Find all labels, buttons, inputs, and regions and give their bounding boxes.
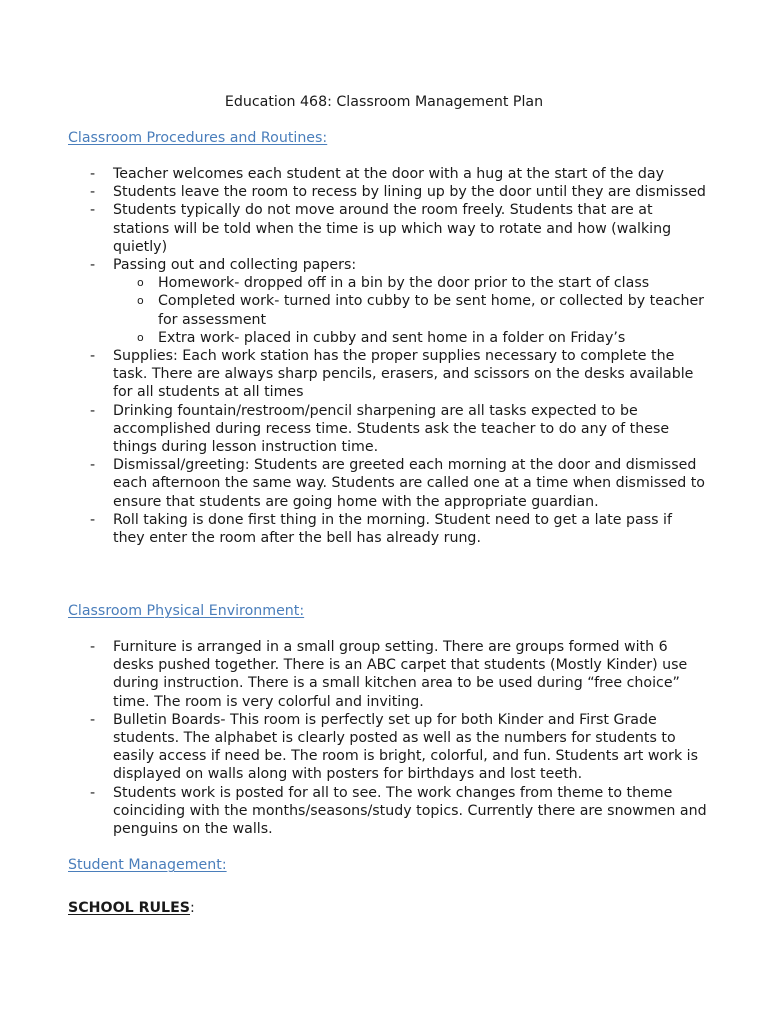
- dash-marker: -: [90, 711, 96, 728]
- school-rules-colon: :: [190, 900, 195, 916]
- circle-bullet-icon: o: [137, 276, 144, 290]
- list-item-text: Teacher welcomes each student at the door with a hug at the start of the day: [113, 166, 664, 182]
- list-item-text: Dismissal/greeting: Students are greeted each morning at the door and dismissed each afternoon the same way. Students are called one at a time when dismissed to ensure that students are going home with the appropriate guardian.: [113, 457, 705, 510]
- heading-procedures: Classroom Procedures and Routines:: [68, 130, 328, 146]
- list-item-text: Passing out and collecting papers:: [113, 257, 357, 274]
- sub-list-item-text: Completed work- turned into cubby to be sent home, or collected by teacher for assessment: [158, 293, 705, 328]
- heading-environment: Classroom Physical Environment:: [68, 603, 305, 619]
- dash-marker: -: [90, 457, 96, 474]
- list-item: [68, 456, 708, 511]
- dash-marker: -: [90, 202, 96, 219]
- list-item: [68, 183, 708, 201]
- circle-bullet-icon: o: [137, 330, 144, 344]
- dash-marker: -: [90, 639, 96, 655]
- list-item: [68, 784, 708, 839]
- procedures-list: [68, 165, 708, 547]
- dash-marker: -: [90, 348, 96, 365]
- sub-list: [113, 274, 708, 347]
- list-item: [68, 711, 708, 784]
- sub-list-item-text: Extra work- placed in cubby and sent home in a folder on Friday’s: [158, 329, 626, 346]
- sub-list-item: [113, 274, 708, 292]
- list-item-text: Students leave the room to recess by lining up by the door until they are dismissed: [113, 184, 706, 201]
- school-rules-label: SCHOOL RULES: [68, 900, 191, 916]
- dash-marker: -: [90, 511, 96, 528]
- list-item-text: Supplies: Each work station has the proper supplies necessary to complete the task. There are always sharp pencils, erasers, and scissors on the desks available for all students at all times: [113, 348, 694, 401]
- document-title: Education 468: Classroom Management Plan: [224, 94, 544, 110]
- list-item-text: Students work is posted for all to see. The work changes from theme to theme coinciding with the months/seasons/study topics. Currently there are snowmen and penguins on the walls.: [113, 784, 707, 838]
- dash-marker: -: [90, 166, 96, 182]
- list-item: [68, 201, 708, 256]
- sub-list-item: [113, 292, 708, 328]
- dash-marker: -: [90, 784, 96, 801]
- list-item: [68, 511, 708, 547]
- list-item: [68, 638, 708, 711]
- school-rules-heading: [68, 899, 195, 917]
- list-item-text: Furniture is arranged in a small group setting. There are groups formed with 6 desks pushed together. There is an ABC carpet that students (Mostly Kinder) use during instruction. There is a small kitchen area to be used during “free choice” time. The room is very colorful and inviting.: [113, 639, 688, 710]
- list-item-text: Roll taking is done first thing in the morning. Student need to get a late pass if they enter the room after the bell has already rung.: [113, 511, 672, 547]
- list-item: [68, 347, 708, 402]
- dash-marker: -: [90, 402, 96, 419]
- circle-bullet-icon: o: [137, 294, 144, 308]
- list-item: [68, 256, 708, 347]
- dash-marker: -: [90, 257, 96, 274]
- dash-marker: -: [90, 184, 96, 201]
- list-item: [68, 165, 708, 183]
- sub-list-item-text: Homework- dropped off in a bin by the door prior to the start of class: [158, 275, 650, 292]
- list-item-text: Bulletin Boards- This room is perfectly set up for both Kinder and First Grade students. The alphabet is clearly posted as well as the numbers for students to easily access if need be. The room is bright, colorful, and fun. Students art work is displayed on walls along with posters for birthdays and lost teeth.: [113, 711, 699, 783]
- list-item: [68, 402, 708, 457]
- environment-list: [68, 638, 708, 838]
- list-item-text: Drinking fountain/restroom/pencil sharpening are all tasks expected to be accomplished during recess time. Students ask the teacher to do any of these things during lesson instruction time.: [113, 402, 670, 456]
- heading-student-management: Student Management:: [68, 857, 227, 873]
- list-item-text: Students typically do not move around the room freely. Students that are at stations will be told when the time is up which way to rotate and how (walking quietly): [113, 202, 672, 255]
- sub-list-item: [113, 329, 708, 347]
